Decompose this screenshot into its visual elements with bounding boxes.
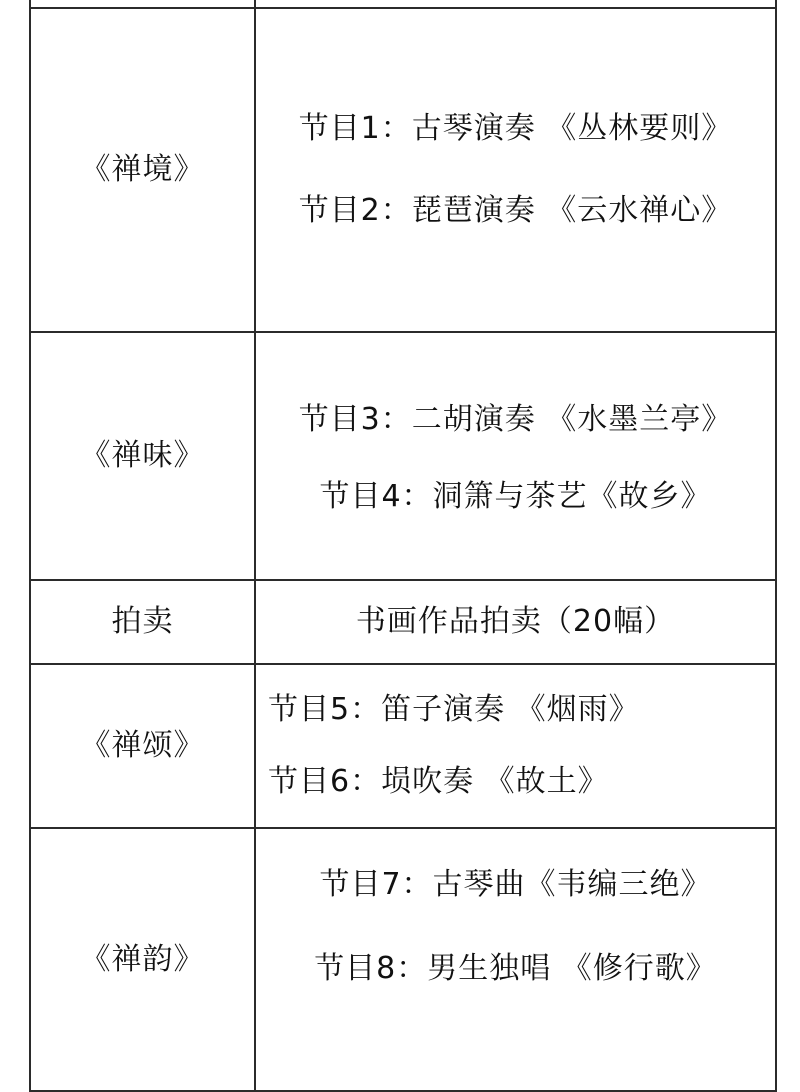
table-row	[30, 580, 776, 664]
program-table	[29, 0, 777, 1092]
program-item: 节目4：洞箫与茶艺《故乡》	[319, 479, 712, 514]
theme-cell: 《禅颂》	[30, 664, 255, 828]
theme-cell: 《禅境》	[30, 8, 255, 332]
content-cell	[255, 332, 776, 580]
content-cell	[255, 580, 776, 664]
program-item: 节目5：笛子演奏 《烟雨》	[268, 692, 640, 727]
program-item: 节目3：二胡演奏 《水墨兰亭》	[298, 402, 733, 437]
table-row	[30, 828, 776, 1091]
content-cell	[255, 0, 776, 8]
program-item: 节目2：琵琶演奏 《云水禅心》	[298, 193, 733, 228]
theme-cell	[30, 0, 255, 8]
program-item: 节目1：古琴演奏 《丛林要则》	[298, 111, 733, 146]
content-cell	[255, 8, 776, 332]
table-row	[30, 332, 776, 580]
theme-cell: 拍卖	[30, 580, 255, 664]
table-row-partial	[30, 0, 776, 8]
program-item: 节目6：埙吹奏 《故土》	[268, 764, 609, 799]
content-cell	[255, 828, 776, 1091]
theme-cell: 《禅味》	[30, 332, 255, 580]
program-item: 节目7：古琴曲《韦编三绝》	[319, 867, 712, 902]
program-item: 节目8：男生独唱 《修行歌》	[314, 951, 717, 986]
program-item: 书画作品拍卖（20幅）	[355, 604, 676, 639]
table-row	[30, 664, 776, 828]
content-cell	[255, 664, 776, 828]
theme-cell: 《禅韵》	[30, 828, 255, 1091]
table-row	[30, 8, 776, 332]
